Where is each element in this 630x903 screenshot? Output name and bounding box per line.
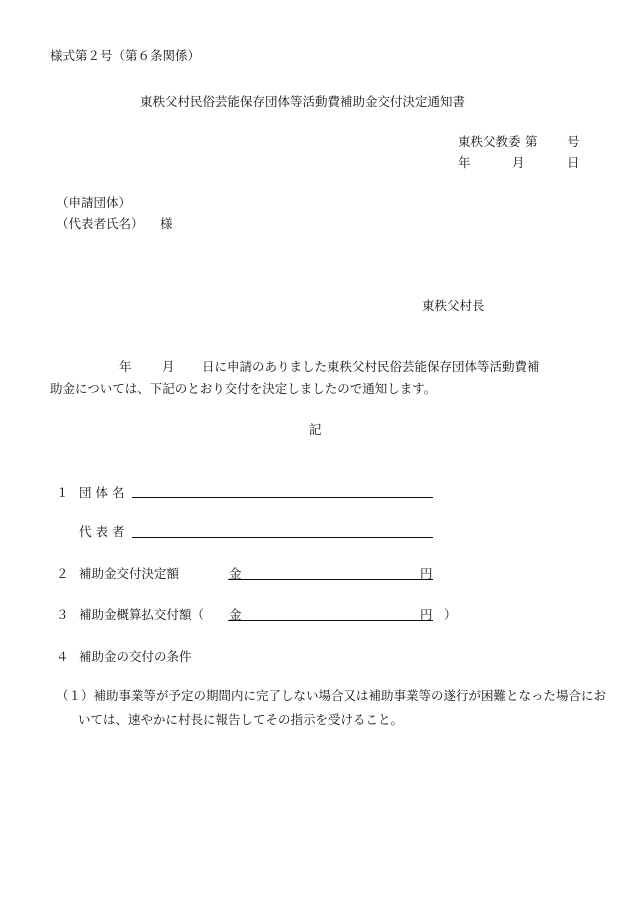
body-text-line1: 日に申請のありました東秩父村民俗芸能保存団体等活動費補: [202, 359, 540, 374]
item1-number: １: [56, 485, 69, 500]
issuer-prefix: 東秩父教委: [458, 134, 521, 149]
advance-amount-field[interactable]: [228, 620, 433, 621]
body-year: 年: [119, 359, 132, 374]
advance-amount-kin: 金: [229, 607, 242, 622]
form-number: 様式第２号（第６条関係）: [50, 48, 201, 63]
representative-field-label: 代 表 者: [79, 524, 125, 539]
advance-amount-en: 円: [420, 607, 433, 622]
condition-1-text: 補助事業等が予定の期間内に完了しない場合又は補助事業等の遂行が困難となった場合においては、速やかに村長に報告してその指示を受けること。: [78, 688, 607, 727]
conditions-label: 補助金の交付の条件: [79, 649, 192, 664]
item2-number: ２: [56, 566, 69, 581]
representative-label: （代表者氏名）: [56, 216, 144, 231]
body-month: 月: [162, 359, 175, 374]
item3-number: ３: [56, 607, 69, 622]
representative-field[interactable]: [132, 537, 433, 538]
advance-amount-close-paren: ）: [444, 607, 457, 622]
condition-1-number: （１）: [56, 688, 94, 703]
number-dai: 第: [525, 134, 538, 149]
applicant-org-label: （申請団体）: [56, 195, 132, 210]
item4-number: ４: [56, 649, 69, 664]
decision-amount-field[interactable]: [228, 579, 433, 580]
sender: 東秩父村長: [422, 298, 485, 313]
ki-heading: 記: [309, 422, 322, 437]
date-month: 月: [512, 155, 525, 170]
body-text-line2: 助金については、下記のとおり交付を決定しましたので通知します。: [50, 381, 437, 396]
date-year: 年: [458, 155, 471, 170]
decision-amount-kin: 金: [229, 566, 242, 581]
decision-amount-en: 円: [420, 566, 433, 581]
group-name-label: 団 体 名: [79, 485, 125, 500]
advance-amount-label: 補助金概算払交付額（: [79, 607, 205, 622]
honorific: 様: [160, 216, 173, 231]
document-title: 東秩父村民俗芸能保存団体等活動費補助金交付決定通知書: [140, 94, 466, 109]
condition-1: [56, 684, 608, 732]
group-name-field[interactable]: [132, 497, 433, 498]
date-day: 日: [567, 155, 580, 170]
number-go: 号: [567, 134, 580, 149]
decision-amount-label: 補助金交付決定額: [79, 566, 180, 581]
